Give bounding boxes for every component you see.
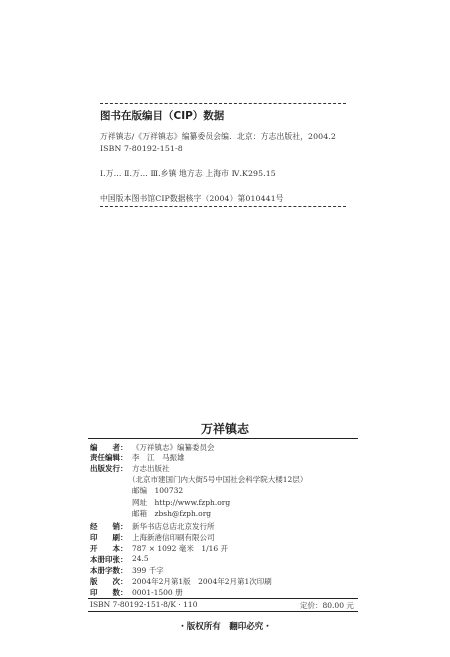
isbn-class-number: ISBN 7-80192-151-8/K · 110	[90, 600, 198, 609]
row-label-edition: 版 次：	[90, 577, 128, 586]
row-value-sheets: 24.5	[132, 554, 149, 563]
cip-line-data-number: 中国版本图书馆CIP数据核字（2004）第010441号	[100, 194, 284, 203]
row-value-email: 邮箱 zbsh@fzph.org	[132, 509, 212, 518]
cip-top-dashed-rule	[100, 103, 346, 104]
row-label-printer: 印 刷：	[90, 533, 128, 542]
row-value-website: 网址 http://www.fzph.org	[132, 498, 231, 507]
cip-line-subjects: Ⅰ.万… Ⅱ.万… Ⅲ.乡镇 地方志 上海市 Ⅳ.K295.15	[100, 169, 276, 178]
cip-line-catalog: 万祥镇志/《万祥镇志》编纂委员会编．北京：方志出版社，2004.2	[100, 132, 336, 141]
copyright-notice: ・版权所有 翻印必究・	[178, 622, 272, 632]
book-title: 万祥镇志	[200, 422, 249, 436]
row-label-sheets: 本册印张：	[90, 555, 128, 564]
row-label-word-count: 本册字数：	[90, 566, 128, 575]
row-value-format: 787 × 1092 毫米 1/16 开	[132, 544, 229, 553]
row-value-distributor: 新华书店总店北京发行所	[132, 522, 215, 531]
row-label-publisher: 出版发行：	[90, 464, 128, 473]
row-label-responsible-editor: 责任编辑：	[90, 453, 128, 462]
row-label-distributor: 经 销：	[90, 522, 128, 531]
isbn-top-rule	[88, 598, 358, 599]
row-label-print-run: 印 数：	[90, 588, 128, 597]
row-value-printer: 上海新港信印刷有限公司	[132, 533, 215, 542]
row-value-responsible-editor: 李 江 马振雄	[132, 453, 185, 462]
row-label-format: 开 本：	[90, 544, 128, 553]
price: 定价：80.00 元	[300, 601, 354, 610]
row-value-postcode: 邮编 100732	[132, 486, 184, 495]
isbn-bottom-rule	[88, 611, 358, 612]
cip-heading: 图书在版编目（CIP）数据	[100, 110, 225, 122]
row-value-address: （北京市建国门内大街5号中国社会科学院大楼12层）	[128, 475, 308, 484]
row-value-edition: 2004年2月第1版 2004年2月第1次印刷	[132, 577, 272, 586]
row-value-editor: 《万祥镇志》编纂委员会	[132, 443, 215, 452]
row-value-print-run: 0001-1500 册	[132, 588, 183, 597]
cip-bottom-dashed-rule	[100, 206, 346, 207]
cip-line-isbn: ISBN 7-80192-151-8	[100, 144, 183, 153]
row-value-word-count: 399 千字	[132, 566, 164, 575]
row-value-publisher: 方志出版社	[132, 464, 170, 473]
row-label-editor: 编 者：	[90, 443, 128, 452]
info-top-rule	[88, 438, 358, 439]
